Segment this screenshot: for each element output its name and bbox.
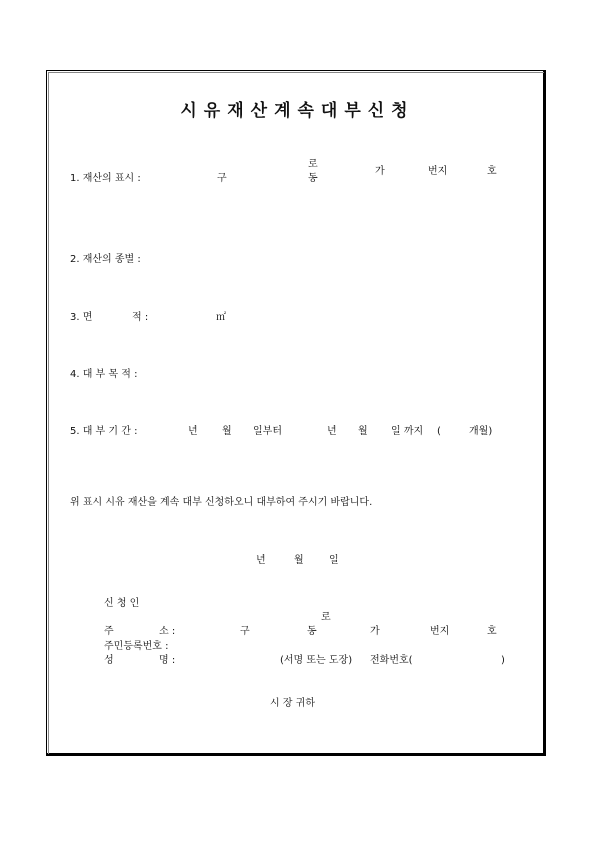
period-months: 개월) xyxy=(469,426,493,437)
area-label-a: 3. 면 xyxy=(70,312,93,323)
lease-purpose-label: 4. 대 부 목 적 : xyxy=(70,369,138,380)
applicant-phone-close: ) xyxy=(501,655,505,666)
applicant-phone-label: 전화번호( xyxy=(370,655,413,666)
date-year: 년 xyxy=(256,555,266,566)
applicant-rrn-label: 주민등록번호 : xyxy=(104,641,169,652)
applicant-address-label-a: 주 xyxy=(104,626,114,637)
applicant-address-label-b: 소 : xyxy=(159,626,176,637)
applicant-ho: 호 xyxy=(487,626,497,637)
period-paren-open: ( xyxy=(437,426,441,437)
recipient: 시 장 귀하 xyxy=(270,698,315,709)
period-year-2: 년 xyxy=(327,426,337,437)
applicant-beonji: 번지 xyxy=(430,626,450,637)
period-year-1: 년 xyxy=(188,426,198,437)
applicant-ga: 가 xyxy=(370,626,380,637)
applicant-dong: 동 xyxy=(307,626,317,637)
property-gu: 구 xyxy=(217,173,227,184)
property-dong: 동 xyxy=(308,173,318,184)
date-month: 월 xyxy=(294,555,304,566)
period-month-1: 월 xyxy=(222,426,232,437)
applicant-ro: 로 xyxy=(321,612,331,623)
property-ho: 호 xyxy=(487,166,497,177)
area-unit: ㎡ xyxy=(216,312,226,323)
property-beonji: 번지 xyxy=(428,166,448,177)
application-statement: 위 표시 시유 재산을 계속 대부 신청하오니 대부하여 주시기 바랍니다. xyxy=(70,497,373,508)
property-location-label: 1. 재산의 표시 : xyxy=(70,173,141,184)
area-label-b: 적 : xyxy=(132,312,149,323)
applicant-gu: 구 xyxy=(240,626,250,637)
period-from: 일부터 xyxy=(253,426,282,437)
property-ga: 가 xyxy=(375,166,385,177)
property-ro: 로 xyxy=(308,159,318,170)
period-month-2: 월 xyxy=(358,426,368,437)
date-day: 일 xyxy=(329,555,339,566)
property-type-label: 2. 재산의 종별 : xyxy=(70,254,141,265)
applicant-signature-note: (서명 또는 도장) xyxy=(280,655,353,666)
form-title: 시유재산계속대부신청 xyxy=(180,101,415,121)
applicant-name-label-b: 명 : xyxy=(159,655,176,666)
period-until: 일 까지 xyxy=(391,426,424,437)
applicant-name-label-a: 성 xyxy=(104,655,114,666)
lease-period-label: 5. 대 부 기 간 : xyxy=(70,426,138,437)
applicant-heading: 신 청 인 xyxy=(104,598,140,609)
